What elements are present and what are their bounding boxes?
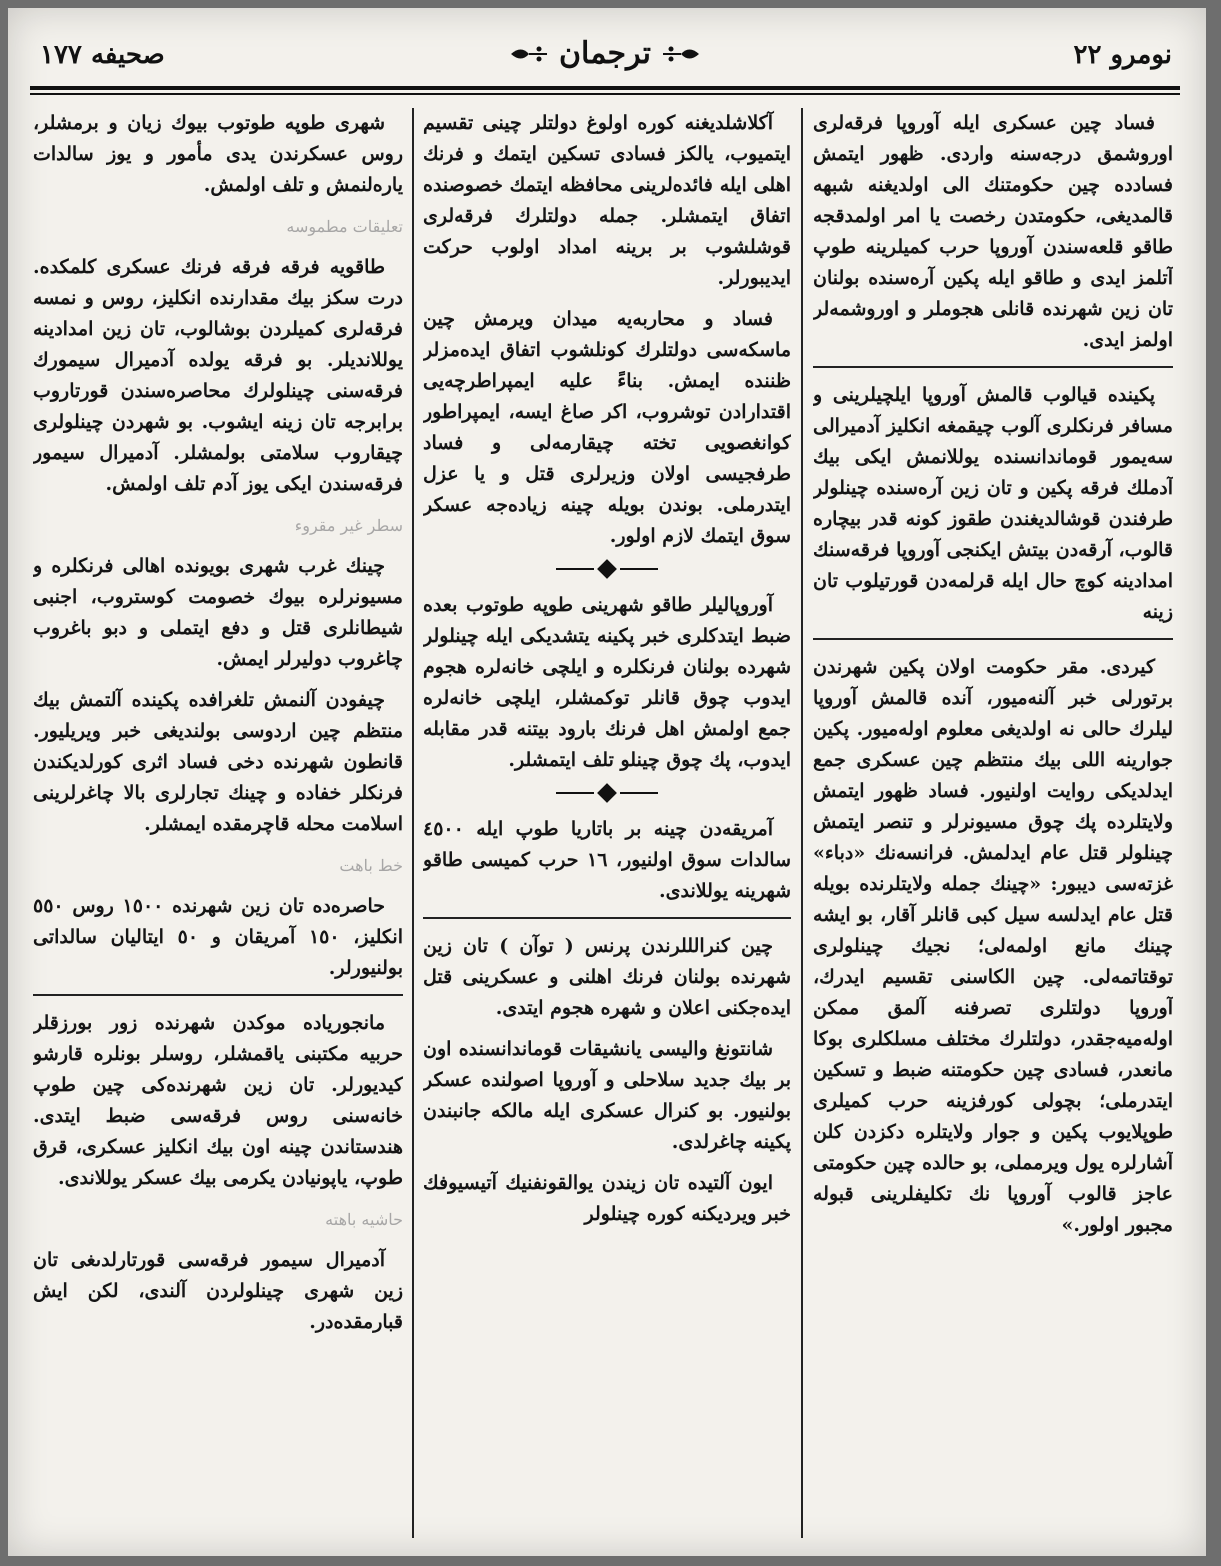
paragraph-rule (813, 366, 1173, 368)
article-paragraph: چين كنرالللرندن پرنس ( توآن ) تان زين شهرنده بولنان فرنك اهلنى و عسكرينى قتل ايدەجكنى اعلان و شهره هجوم ايتدى. (423, 935, 791, 1019)
newspaper-page (8, 8, 1206, 1556)
header-rule-thin (30, 93, 1180, 95)
faded-annotation: حاشيه باهته (325, 1210, 403, 1229)
faded-annotation: سطر غير مقروء (294, 516, 403, 535)
article-paragraph: آدميرال سيمور فرقەسى قورتارلدىغى تان زين شهرى چينلولردن آلندى، لكن ايش قبارمقدەدر. (33, 1249, 403, 1333)
newspaper-title: ترجمان (559, 36, 651, 71)
article-paragraph: ايون آلتيده تان زيندن يوالقونفنيك آتيسيوفك خبر ويرديكنه كوره چينلولر (423, 1172, 791, 1225)
article-paragraph: كيردى. مقر حكومت اولان پكين شهرندن برتورلى خبر آلنه‌ميور، آنده قالمش آوروپا ليلرك حالى نه اولديغى معلوم اوله‌ميور. پكين جوارينه اللى بيك منتظم چين عسكرى جمع ايدلديكى روايت اولنيور. فساد ظهور ايتمش ولايتلرده پك چوق مسيونرلر و تنصر ايتمش چينلولر قتل عام ايدلمش. فرانسەنك «دباء» غزتەسى ديبور: «چينك جمله ولايتلرنده بويله قتل عام ايدلسه سيل كبى قانلر آقار، بو ايشه چينك مانع اولمەلى؛ نجيك چينلولرى توقتاتمەلى. چين الكاسنى تقسيم ايدرك، آوروپا دولتلرى تصرفنه آلمق ممكن اوله‌ميه‌جقدر، دولتلرك مختلف مسلكلرى بوكا مانعدر، فسادى چين حكومتنه ضبط و تسكين ايتدرملى؛ بچولى كورفزينه حرب كميلرى طوپلايوب پكين و جوار ولايتلره دكزدن كلن آشارلره يول ويرمملى، بو حالده چين حكومتى عاجز قالوب آوروپا نك تكليفلرينى قبوله مجبور اولور.» (813, 656, 1173, 1236)
fleuron-left-icon (509, 43, 549, 65)
article-paragraph: شانتونغ واليسى يانشيقات قوماندانسنده اون بر بيك جديد سلاحلى و آوروپا اصولنده عسكر بولنيور. بو كنرال عسكرى ايله مالكه جانبندن پكينه چاغرلدى. (423, 1038, 791, 1153)
paragraph-rule (33, 994, 403, 996)
column-divider (412, 108, 414, 1538)
page-number: صحيفه ١٧٧ (40, 40, 165, 70)
column-middle (423, 108, 791, 1538)
article-paragraph: حاصرەده تان زين شهرنده ١٥٠٠ روس ٥٥٠ انكليز، ١٥٠ آمريقان و ٥٠ ايتاليان سالداتى بولنيورلر. (33, 895, 403, 979)
article-paragraph: فساد چين عسكرى ايله آوروپا فرقەلرى اوروشمق درجەسنه واردى. ظهور ايتمش فسادده چين حكومتنك الى اولديغنه شبهه قالمديغى، حكومتدن رخصت يا امر اولمدقجه طاقو قلعەسندن آوروپا حرب كميلرينه طوپ آتلمز ايدى و طاقو ايله پكين آرەسنده بولنان تان زين شهرنده قانلى هجوملر و اوروشمەلر اولمز ايدى. (813, 112, 1173, 351)
faded-annotation: تعليقات مطموسه (286, 217, 403, 236)
article-paragraph: فساد و محاربەيه ميدان ويرمش چين ماسكەسى دولتلرك كونلشوب اتفاق ايدەمزلر ظننده ايمش. بناءً عليه ايمپراطرچەيى اقتدارادن توشروب، اكر صاغ ايسه، ايمپراطور كوانغصويى تخته چيقارمەلى و فساد طرفجيسى اولان وزيرلرى قتل و يا عزل ايتدرملى. بوندن بويله چينه زيادەجه عسكر سوق ايتمك لازم اولور. (423, 308, 791, 547)
article-paragraph: چيفودن آلنمش تلغرافده پكينده آلتمش بيك منتظم چين اردوسى بولنديغى خبر ويريليور. قانطون شهرنده دخى فساد اثرى كورلديكندن فرنكلر خفاده و چينك تجارلرى بالا چاغرلرينى اسلامت محله قاچرمقده ايمشلر. (33, 689, 403, 835)
masthead (509, 36, 701, 71)
article-paragraph: مانجوريادە موكدن شهرنده زور بورزقلر حربيه مكتبنى ياقمشلر، روسلر بونلره قارشو كيديورلر. تان زين شهرندەكى چين طوپ خانەسنى روس فرقەسى ضبط ايتدى. هندستاندن چينه اون بيك انكليز عسكرى، قرق طوپ، ياپونيادن يكرمى بيك عسكر يوللاندى. (33, 1012, 403, 1189)
article-paragraph: چينك غرب شهرى بويونده اهالى فرنكلره و مسيونرلره بيوك خصومت كوستروب، اجنبى شيطانلرى قتل و دفع ايتملى و دبو باغروب چاغروب دوليرلر ايمش. (33, 555, 403, 670)
page-header (30, 36, 1180, 84)
column-right (813, 108, 1173, 1538)
paragraph-rule (813, 638, 1173, 640)
faded-annotation: خط باهت (339, 856, 403, 875)
header-rule-thick (30, 86, 1180, 90)
column-left (33, 108, 403, 1538)
fleuron-right-icon (661, 43, 701, 65)
article-paragraph: پكينده قيالوب قالمش آوروپا ايلچيلرينى و مسافر فرنكلرى آلوب چيقمغه انكليز آدميرالى سەيمور قوماندانسنده يوللانمش ايكى بيك آدملك فرقه پكين و تان زين آرەسنده چينلولر طرفندن قوشالديغندن طقوز كونه قدر بيچاره قالوب، آرقەدن بيتش ايكنجى آوروپا فرقەسنك امدادينه كوچ حال ايله قرلمەدن قورتيلوب تان زينه (813, 384, 1173, 623)
diamond-separator-icon (423, 562, 791, 576)
article-paragraph: طاقويه فرقه فرقه فرنك عسكرى كلمكده. درت سكز بيك مقدارنده انكليز، روس و نمسه فرقەلرى كميلردن بوشالوب، تان زين امدادينه يوللانديلر. بو فرقه يولده آدميرال سيمورك فرقەسنى چينلولرك محاصرەسندن قورتاروب برابرجه تان زينه ايشوب. بو شهردن چينلولرى چيقاروب سلامتى بولمشلر. آدميرال سيمور فرقەسندن ايكى يوز آدم تلف اولمش. (33, 256, 403, 495)
diamond-separator-icon (423, 786, 791, 800)
article-paragraph: آكلاشلديغنه كوره اولوغ دولتلر چينى تقسيم ايتميوب، يالكز فسادى تسكين ايتمك و فرنك اهلى ايله فائدەلرينى محافظه ايتمك خصوصنده اتفاق ايتمشلر. جمله دولتلرك فرقەلرى قوشلشوب بر برينه امداد اولوب حركت ايديبورلر. (423, 112, 791, 289)
article-paragraph: شهرى طوپه طوتوب بيوك زيان و برمشلر، روس عسكرندن يدى مأمور و يوز سالدات يارەلنمش و تلف اولمش. (33, 112, 403, 196)
issue-number: نومرو ٢٢ (1073, 40, 1172, 70)
article-paragraph: آمريقەدن چينه بر باتاريا طوپ ايله ٤٥٠٠ سالدات سوق اولنيور، ١٦ حرب كميسى طاقو شهرينه يوللاندى. (423, 818, 791, 902)
paragraph-rule (423, 917, 791, 919)
article-paragraph: آوروپاليلر طاقو شهرينى طوپه طوتوب بعده ضبط ايتدكلرى خبر پكينه يتشديكى ايله چينلولر شهرده بولنان فرنكلره و ايلچى خانەلره هجوم ايدوب چوق قانلر توكمشلر، ايلچى خانەلره جمع اولمش اهل فرنك بارود بيتنه قدر مقابله ايدوب، پك چوق چينلو تلف ايتمشلر. (423, 594, 791, 771)
column-divider (801, 108, 803, 1538)
